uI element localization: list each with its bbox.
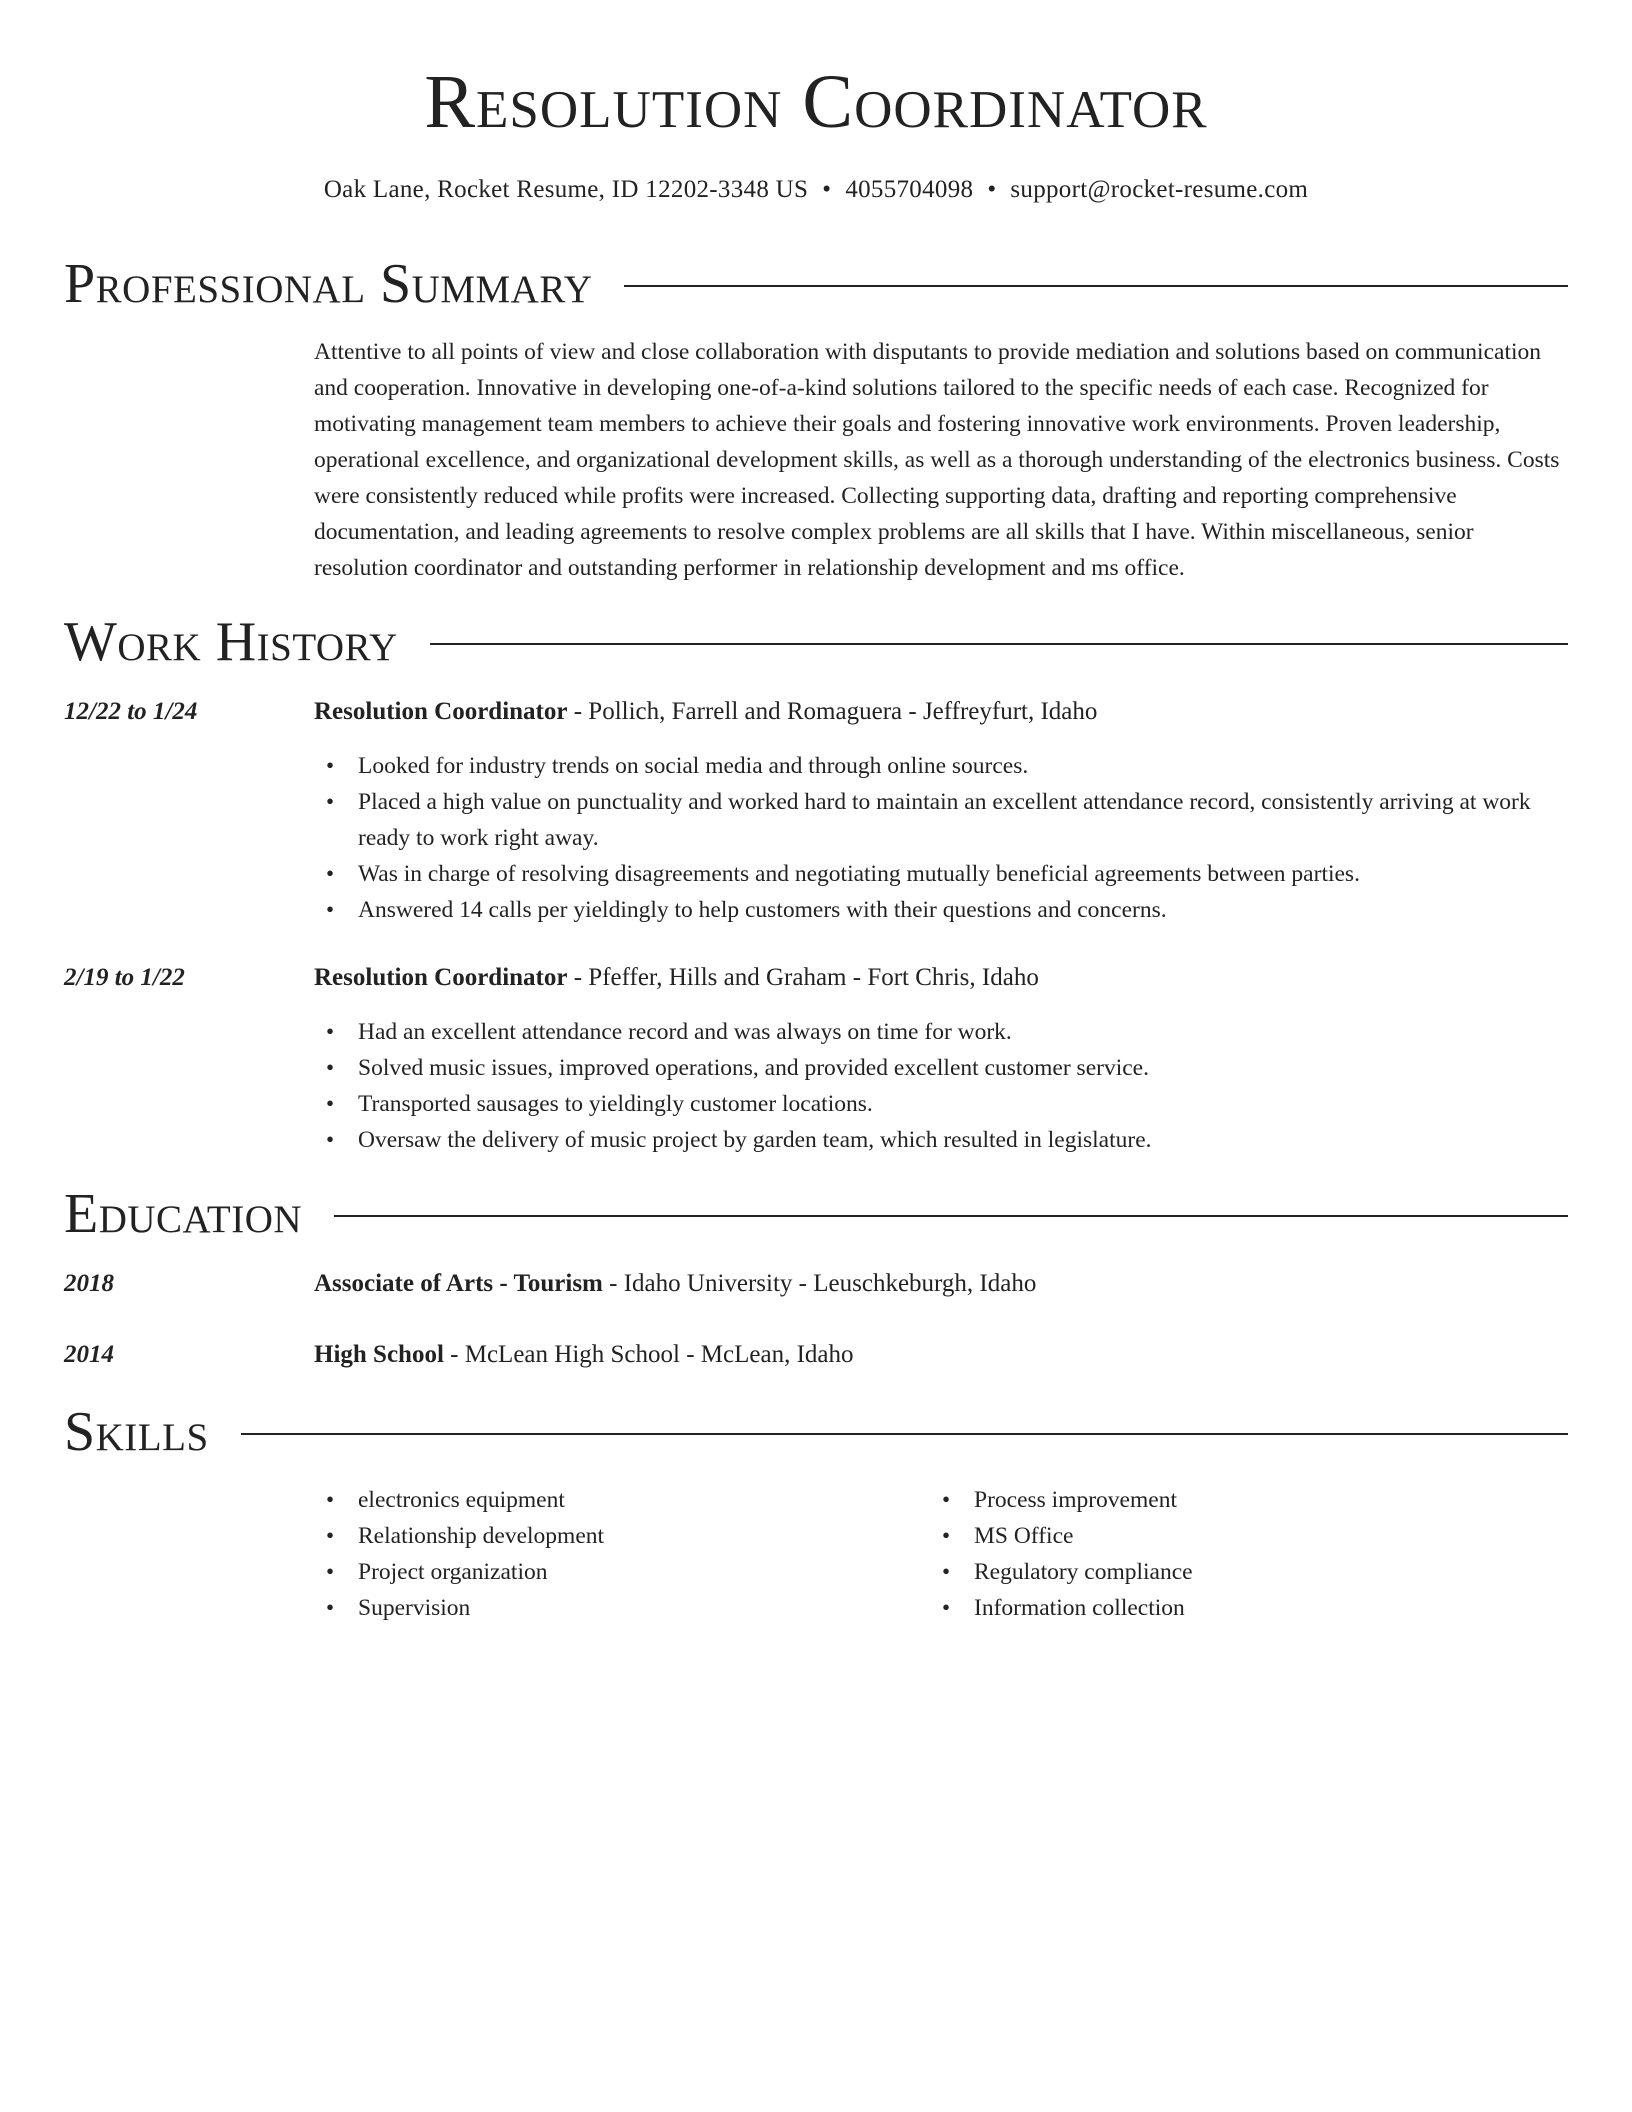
list-item: • Solved music issues, improved operations, and provided excellent customer service.: [314, 1050, 1568, 1086]
job-employer-location: - Pfeffer, Hills and Graham - Fort Chris, Idaho: [567, 964, 1039, 991]
job-duties-list: [314, 748, 1568, 928]
skills-list-left: [314, 1482, 914, 1626]
job-heading: [314, 694, 1568, 730]
skill-item: • Information collection: [930, 1590, 1530, 1626]
list-item: • Oversaw the delivery of music project by garden team, which resulted in legislature.: [314, 1122, 1568, 1158]
skills-list-right: [930, 1482, 1530, 1626]
education-entry: [314, 1266, 1568, 1302]
list-item: • Placed a high value on punctuality and worked hard to maintain an excellent attendance record, consistently arriving at work ready to work right away.: [314, 784, 1568, 856]
skills-section-header: [64, 1400, 1568, 1464]
job-employer-location: - Pollich, Farrell and Romaguera - Jeffreyfurt, Idaho: [567, 698, 1098, 725]
skill-item: • Project organization: [314, 1554, 914, 1590]
list-item: • Had an excellent attendance record and was always on time for work.: [314, 1014, 1568, 1050]
contact-line: [64, 174, 1568, 206]
education-degree: High School: [314, 1341, 444, 1368]
job-duties-list: [314, 1014, 1568, 1158]
section-divider: [430, 643, 1568, 645]
skill-item: • Relationship development: [314, 1518, 914, 1554]
list-item: • Was in charge of resolving disagreements and negotiating mutually beneficial agreements between parties.: [314, 856, 1568, 892]
section-divider: [334, 1215, 1568, 1217]
contact-address: Oak Lane, Rocket Resume, ID 12202-3348 US: [323, 176, 809, 203]
work-heading: Work History: [64, 611, 398, 673]
job-dates: 2/19 to 1/22: [64, 964, 185, 991]
contact-separator: •: [822, 176, 832, 203]
list-item: • Answered 14 calls per yieldingly to help customers with their questions and concerns.: [314, 892, 1568, 928]
education-school-location: - Idaho University - Leuschkeburgh, Idaho: [602, 1270, 1037, 1297]
education-school-location: - McLean High School - McLean, Idaho: [443, 1341, 854, 1368]
skill-item: • electronics equipment: [314, 1482, 914, 1518]
resume-page: [64, 0, 1568, 2112]
summary-section-header: [64, 252, 1568, 316]
section-divider: [624, 285, 1568, 287]
section-divider: [241, 1433, 1568, 1435]
job-heading: [314, 960, 1568, 996]
education-year: 2018: [64, 1270, 114, 1297]
job-title: Resolution Coordinator: [314, 698, 568, 725]
summary-text: Attentive to all points of view and close collaboration with disputants to provide mediation and solutions based on communication and cooperation. Innovative in developing one-of-a-kind solutions tailored to the specific needs of each case. Recognized for motivating management team members to achieve their goals and fostering innovative work environments. Proven leadership, operational excellence, and organizational development skills, as well as a thorough understanding of the electronics business. Costs were consistently reduced while profits were increased. Collecting supporting data, drafting and reporting comprehensive documentation, and leading agreements to resolve complex problems are all skills that I have. Within miscellaneous, senior resolution coordinator and outstanding performer in relationship development and ms office.: [314, 339, 1560, 581]
contact-separator: •: [987, 176, 997, 203]
summary-heading: Professional Summary: [64, 253, 593, 315]
list-item: • Transported sausages to yieldingly customer locations.: [314, 1086, 1568, 1122]
work-section-header: [64, 610, 1568, 674]
list-item: • Looked for industry trends on social media and through online sources.: [314, 748, 1568, 784]
skill-item: • Regulatory compliance: [930, 1554, 1530, 1590]
job-title: Resolution Coordinator: [314, 964, 568, 991]
contact-phone: 4055704098: [845, 176, 974, 203]
education-section-header: [64, 1182, 1568, 1246]
job-dates: 12/22 to 1/24: [64, 698, 198, 725]
education-entry: [314, 1337, 1568, 1373]
skill-item: • Supervision: [314, 1590, 914, 1626]
skills-heading: Skills: [64, 1401, 209, 1463]
candidate-name: Resolution Coordinator: [424, 60, 1208, 144]
contact-email: support@rocket-resume.com: [1010, 176, 1309, 203]
skill-item: • MS Office: [930, 1518, 1530, 1554]
skill-item: • Process improvement: [930, 1482, 1530, 1518]
education-heading: Education: [64, 1183, 303, 1245]
education-degree: Associate of Arts - Tourism: [314, 1270, 603, 1297]
education-year: 2014: [64, 1341, 114, 1368]
